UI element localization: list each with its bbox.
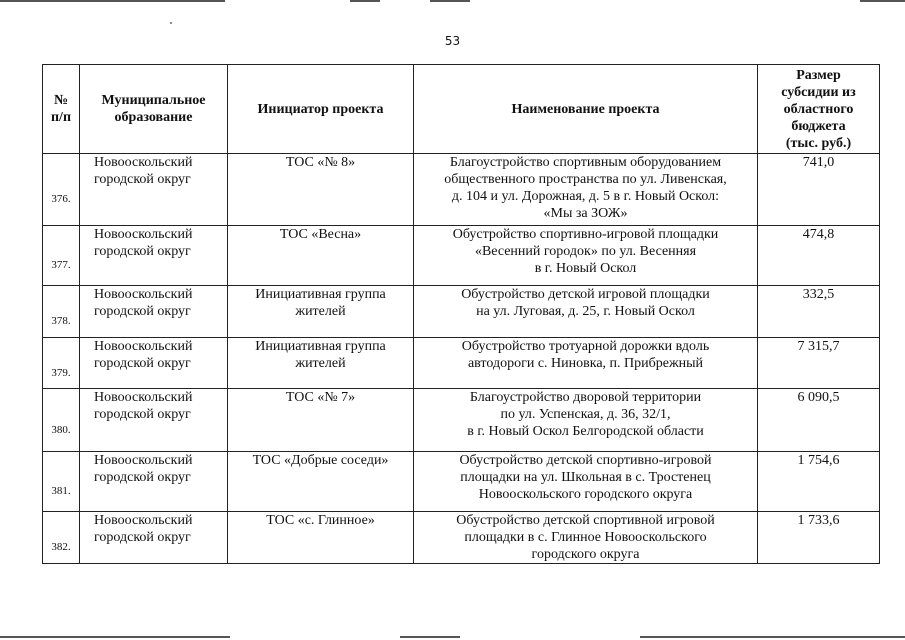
row-project: Благоустройство дворовой территории по ул. Успенская, д. 36, 32/1, в г. Новый Оскол Белгородской области bbox=[414, 389, 758, 452]
row-project: Благоустройство спортивным оборудованием общественного пространства по ул. Ливенская, д. 104 и ул. Дорожная, д. 5 в г. Новый Оскол: «Мы за ЗОЖ» bbox=[414, 154, 758, 226]
header-subsidy: Размер субсидии из областного бюджета (тыс. руб.) bbox=[758, 65, 880, 154]
projects-table bbox=[42, 64, 880, 564]
row-subsidy: 741,0 bbox=[758, 154, 880, 226]
row-num: 378. bbox=[43, 286, 80, 338]
row-municipality: Новооскольский городской округ bbox=[80, 286, 228, 338]
table-row bbox=[43, 338, 880, 389]
row-initiator: Инициативная группа жителей bbox=[228, 338, 414, 389]
row-municipality: Новооскольский городской округ bbox=[80, 154, 228, 226]
row-municipality: Новооскольский городской округ bbox=[80, 338, 228, 389]
row-initiator: ТОС «№ 8» bbox=[228, 154, 414, 226]
row-municipality: Новооскольский городской округ bbox=[80, 226, 228, 286]
table-row bbox=[43, 154, 880, 226]
header-initiator: Инициатор проекта bbox=[228, 65, 414, 154]
row-subsidy: 1 733,6 bbox=[758, 512, 880, 564]
scan-edge-top-left bbox=[0, 0, 225, 2]
row-initiator: ТОС «№ 7» bbox=[228, 389, 414, 452]
row-initiator: ТОС «Добрые соседи» bbox=[228, 452, 414, 512]
row-num: 376. bbox=[43, 154, 80, 226]
row-municipality: Новооскольский городской округ bbox=[80, 389, 228, 452]
row-subsidy: 1 754,6 bbox=[758, 452, 880, 512]
row-initiator: Инициативная группа жителей bbox=[228, 286, 414, 338]
page-number: 53 bbox=[444, 34, 461, 48]
row-subsidy: 332,5 bbox=[758, 286, 880, 338]
row-subsidy: 7 315,7 bbox=[758, 338, 880, 389]
table-row bbox=[43, 452, 880, 512]
scan-edge-top-right-2 bbox=[430, 0, 470, 2]
header-num: № п/п bbox=[43, 65, 80, 154]
row-project: Обустройство детской спортивной игровой площадки в с. Глинное Новооскольского городского округа bbox=[414, 512, 758, 564]
row-num: 380. bbox=[43, 389, 80, 452]
row-num: 379. bbox=[43, 338, 80, 389]
table-row bbox=[43, 286, 880, 338]
row-initiator: ТОС «с. Глинное» bbox=[228, 512, 414, 564]
row-subsidy: 474,8 bbox=[758, 226, 880, 286]
scan-edge-bottom-right bbox=[640, 636, 905, 638]
scan-edge-bottom-left bbox=[0, 636, 230, 638]
row-subsidy: 6 090,5 bbox=[758, 389, 880, 452]
row-initiator: ТОС «Весна» bbox=[228, 226, 414, 286]
row-project: Обустройство детской игровой площадки на ул. Луговая, д. 25, г. Новый Оскол bbox=[414, 286, 758, 338]
scan-edge-top-right-3 bbox=[860, 0, 905, 2]
row-municipality: Новооскольский городской округ bbox=[80, 452, 228, 512]
scan-edge-bottom-mid bbox=[400, 636, 460, 638]
scan-edge-top-right bbox=[350, 0, 380, 2]
row-num: 382. bbox=[43, 512, 80, 564]
row-project: Обустройство спортивно-игровой площадки «Весенний городок» по ул. Весенняя в г. Новый Оскол bbox=[414, 226, 758, 286]
header-project: Наименование проекта bbox=[414, 65, 758, 154]
row-num: 381. bbox=[43, 452, 80, 512]
row-municipality: Новооскольский городской округ bbox=[80, 512, 228, 564]
row-project: Обустройство детской спортивно-игровой площадки на ул. Школьная в с. Тростенец Новооскольского городского округа bbox=[414, 452, 758, 512]
table-row bbox=[43, 389, 880, 452]
table-header-row bbox=[43, 65, 880, 154]
row-project: Обустройство тротуарной дорожки вдоль автодороги с. Ниновка, п. Прибрежный bbox=[414, 338, 758, 389]
table-row bbox=[43, 226, 880, 286]
header-municipality: Муниципальное образование bbox=[80, 65, 228, 154]
table-row bbox=[43, 512, 880, 564]
scan-speck bbox=[170, 22, 172, 24]
row-num: 377. bbox=[43, 226, 80, 286]
